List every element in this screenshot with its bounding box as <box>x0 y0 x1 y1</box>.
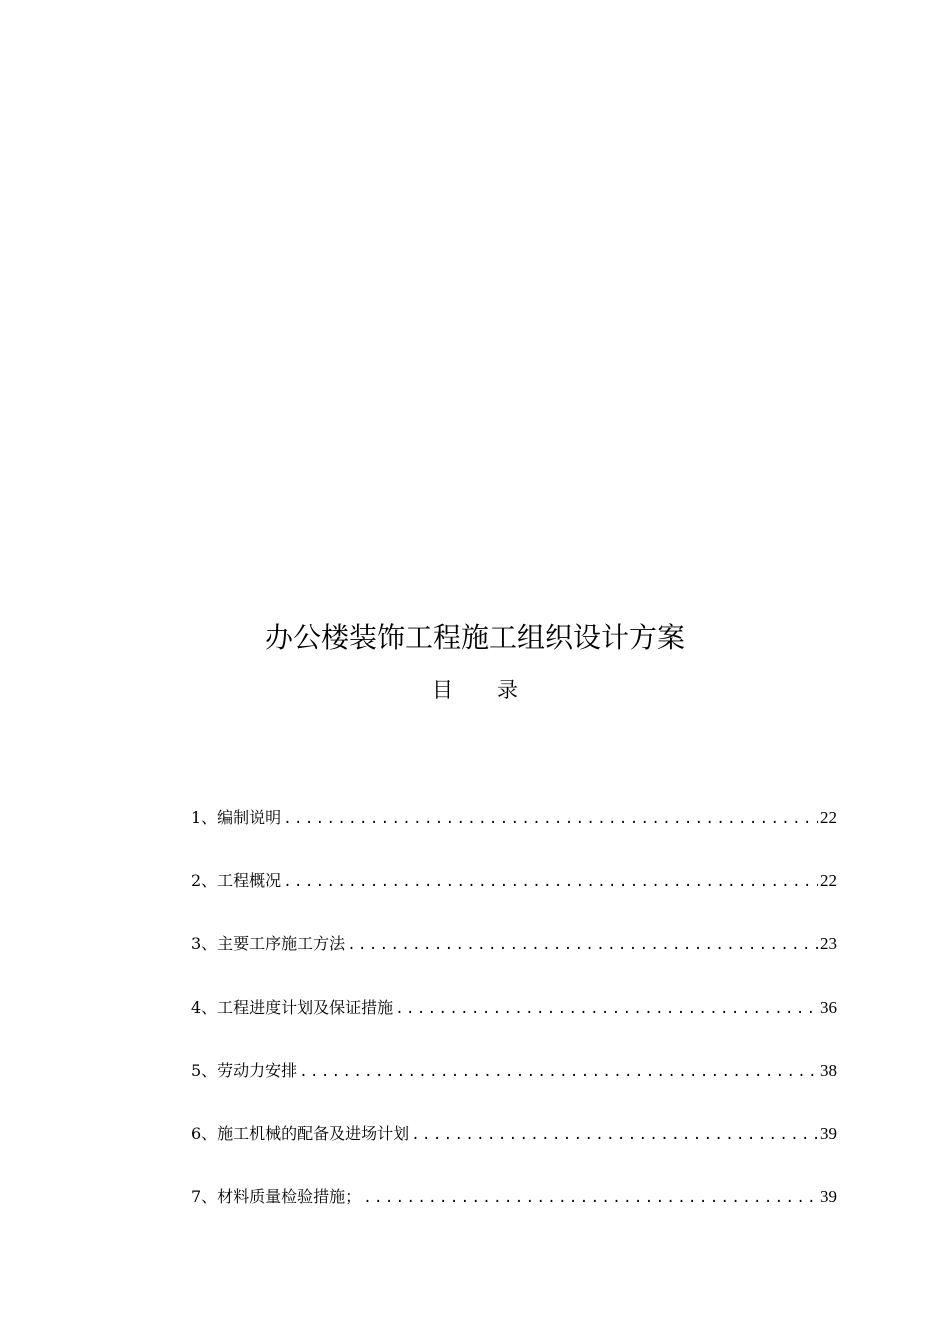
toc-leader-dots <box>363 1186 818 1210</box>
toc-entry-label: 3、主要工序施工方法 <box>191 934 346 954</box>
toc-entry[interactable] <box>191 1185 837 1209</box>
table-of-contents <box>191 806 837 1248</box>
toc-entry-page: 23 <box>820 934 837 954</box>
toc-entry[interactable] <box>191 1059 837 1083</box>
toc-leader-dots <box>347 933 818 957</box>
toc-entry-page: 36 <box>820 997 837 1017</box>
toc-entry-label: 1、编制说明 <box>191 808 282 827</box>
toc-entry[interactable] <box>191 1122 837 1146</box>
toc-entry-page: 22 <box>820 808 837 827</box>
toc-entry[interactable] <box>191 932 837 956</box>
toc-entry-label: 5、劳动力安排 <box>191 1060 298 1080</box>
toc-leader-dots <box>283 807 818 831</box>
toc-heading-char-1: 目 <box>432 678 453 702</box>
toc-leader-dots <box>395 997 818 1021</box>
toc-heading-char-2: 录 <box>497 678 518 702</box>
toc-entry-page: 22 <box>820 871 837 891</box>
toc-entry[interactable] <box>191 996 837 1020</box>
toc-entry[interactable] <box>191 806 837 830</box>
toc-entry[interactable] <box>191 869 837 893</box>
toc-entry-page: 39 <box>820 1187 837 1207</box>
toc-heading <box>0 676 950 704</box>
toc-leader-dots <box>283 870 818 894</box>
document-title: 办公楼装饰工程施工组织设计方案 <box>264 621 685 654</box>
toc-leader-dots <box>299 1060 818 1084</box>
toc-entry-page: 39 <box>820 1123 837 1143</box>
toc-entry-label: 6、施工机械的配备及进场计划 <box>191 1123 410 1143</box>
toc-leader-dots <box>411 1123 818 1147</box>
toc-entry-page: 38 <box>820 1060 837 1080</box>
toc-entry-label: 4、工程进度计划及保证措施 <box>191 997 394 1017</box>
toc-entry-label: 2、工程概况 <box>191 871 282 891</box>
toc-entry-label: 7、材料质量检验措施； <box>191 1187 362 1207</box>
